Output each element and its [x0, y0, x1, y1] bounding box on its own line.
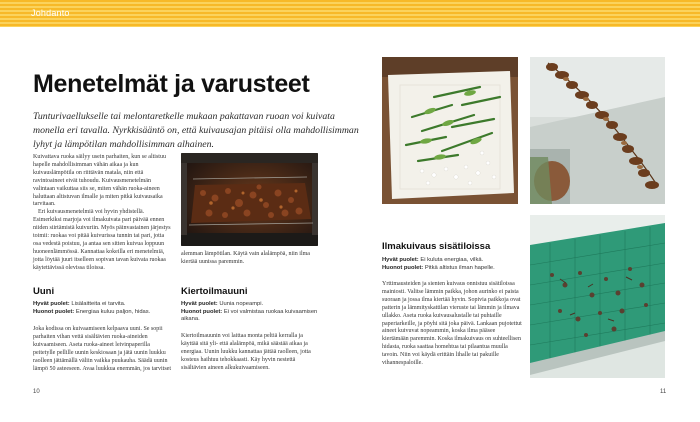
kiertoilma-pros-label: Hyvät puolet: [181, 301, 218, 307]
ilmakuivaus-pros-text: Ei kuluta energiaa, vilkä. [420, 257, 484, 263]
intro-column [33, 154, 172, 273]
ilmakuivaus-body [382, 281, 522, 368]
page-number-right: 11 [660, 389, 667, 395]
kiertoilma-cons-label: Huonot puolet: [181, 308, 223, 315]
ilmakuivaus-cons-label: Huonot puolet: [382, 264, 424, 271]
oven-photo [181, 153, 318, 246]
ilmakuivaus-cons-text: Pitkä altistus ilman hapelle. [424, 264, 495, 271]
section-label: Johdanto [31, 8, 70, 18]
mushrooms-string-photo [530, 57, 665, 204]
kiertoilma-proscons [181, 301, 321, 324]
uuni-body [33, 326, 172, 373]
page-number-left: 10 [33, 389, 40, 395]
kiertoilma-cons-text: Ei voi valmistaa ruokaa kuivaamisen aikana. [181, 308, 318, 323]
uuni-cons-text: Energiaa kuluu paljon, hidas. [75, 308, 151, 315]
intro-paragraph-1: Kuivattava ruoka säilyy usein parhaiten, kun se altistuu hapelle mahdollisimman vähän aikaa ja kun kuivauslämpötila on riittävän matala, niin että ravintoaineet eivät tuhoudu. Kuivausmenetelmän valintaan vaikuttaa siis se, miten vähän ruoka-aineen haluttaan altistuvan ilmalle ja miten pitkä kuivausaika tarvitaan. [33, 154, 166, 208]
uuni-cons-label: Huonot puolet: [33, 308, 75, 315]
kiertoilma-body [181, 333, 319, 373]
lead-paragraph: Tunturivaellukselle tai melontaretkelle mukaan pakattavan ruoan voi kuivata monella eri tavalla. Nyrkkisääntö on, että kuivausajan pitäisi olla mahdollisimman lyhyt ja lämpötilan mahdollisimman alhainen. [33, 111, 359, 150]
uuni-pros-text: Lisälaitteita ei tarvita. [71, 301, 126, 307]
kiertoilma-pros-text: Uunia nopeampi. [219, 301, 264, 307]
intro-paragraph-2: Eri kuivausmenetelmiä voi hyvin yhdistellä. Esimerkiksi marjoja voi ilmakuivata pari päivää ennen niiden siirtämistä kuivuriin. Myös päinvastainen järjestys toimii: ruokaa voi pitää kuivurissa tunnin tai pari, jotta osa vedestä poistuu, ja antaa sen sitten kuivua loppuun huoneenlämmössä. Kannattaa kokeilla eri menetelmiä, jotta löytää juuri itselleen sopivan tavan kuivata ruokaa käytettävissä olevissa tiloissa. [33, 209, 171, 271]
uuni-heading: Uuni [33, 286, 55, 297]
drying-rack-photo [530, 215, 665, 378]
ilmakuivaus-proscons [382, 257, 495, 272]
uuni-pros-label: Hyvät puolet: [33, 301, 70, 307]
ilmakuivaus-heading: Ilmakuivaus sisätiloissa [382, 241, 491, 252]
header-band [0, 0, 700, 27]
kiertoilma-body-text: Kiertoilmauunin voi laittaa monta peltiä kerralla ja käyttää sitä yli- että alalämpöä, mikä säästää aikaa ja energiaa. Uunin luukku kannattaa jättää raolleen, jotta kosteus haihtuu tehokkaasti. Käy hyvin nestettä sisältävien aineen alkukuivaamiseen. [181, 333, 311, 371]
page-title: Menetelmät ja varusteet [33, 70, 310, 98]
kiertoilma-heading: Kiertoilmauuni [181, 286, 248, 297]
uuni-proscons [33, 301, 150, 316]
herbs-drying-photo [382, 57, 518, 204]
oven-caption: alemman lämpötilan. Käytä vain alalämpöä, niin ilma kiertää uunissa paremmin. [181, 251, 310, 265]
ilmakuivaus-body-text: Yrttimausteiden ja sienten kuivaus onnistuu sisätiloissa mainiosti. Valitse lämmin paikka, johon aurinko ei paista suoraan ja jossa ilma kiertää hyvin. Sopivia paikkoja ovat patterin ja lämmityskattilan vieruste tai lämmin ja ilmava ullakko. Aseta ruoka kuivausalustalle tai puhtaille paperiarkeille, ja pöyhi sitä joka päivä. Lankaan pujotettut aineet kuivuvat nopeammin, koska ilma pääsee kiertämään paremmin. Koska ilmakuivaus on suhteellisen hidasta, ruoka saattaa homehtua tai pilaantua muulla tavoin. Niin voi käydä erittäin lihalle tai pakuille vihannespaloille. [382, 281, 522, 367]
ilmakuivaus-pros-label: Hyvät puolet: [382, 257, 419, 263]
uuni-body-text: Joka kodissa on kuivaamiseen kelpaava uuni. Se sopii parhaiten vihan vettä sisältävien ruoka-aineiden kuivaamiseen. Aseta ruoka-aineet leivinpaperilla peitetylle pellille uunin keskiosaan ja jätä uunin luukku raolleen jättämällä väliin vaikka puukauha. Säädä uunin lämpö 50 asteeseen. Avaa luukkua enemmän, jos tarvitset [33, 326, 172, 372]
